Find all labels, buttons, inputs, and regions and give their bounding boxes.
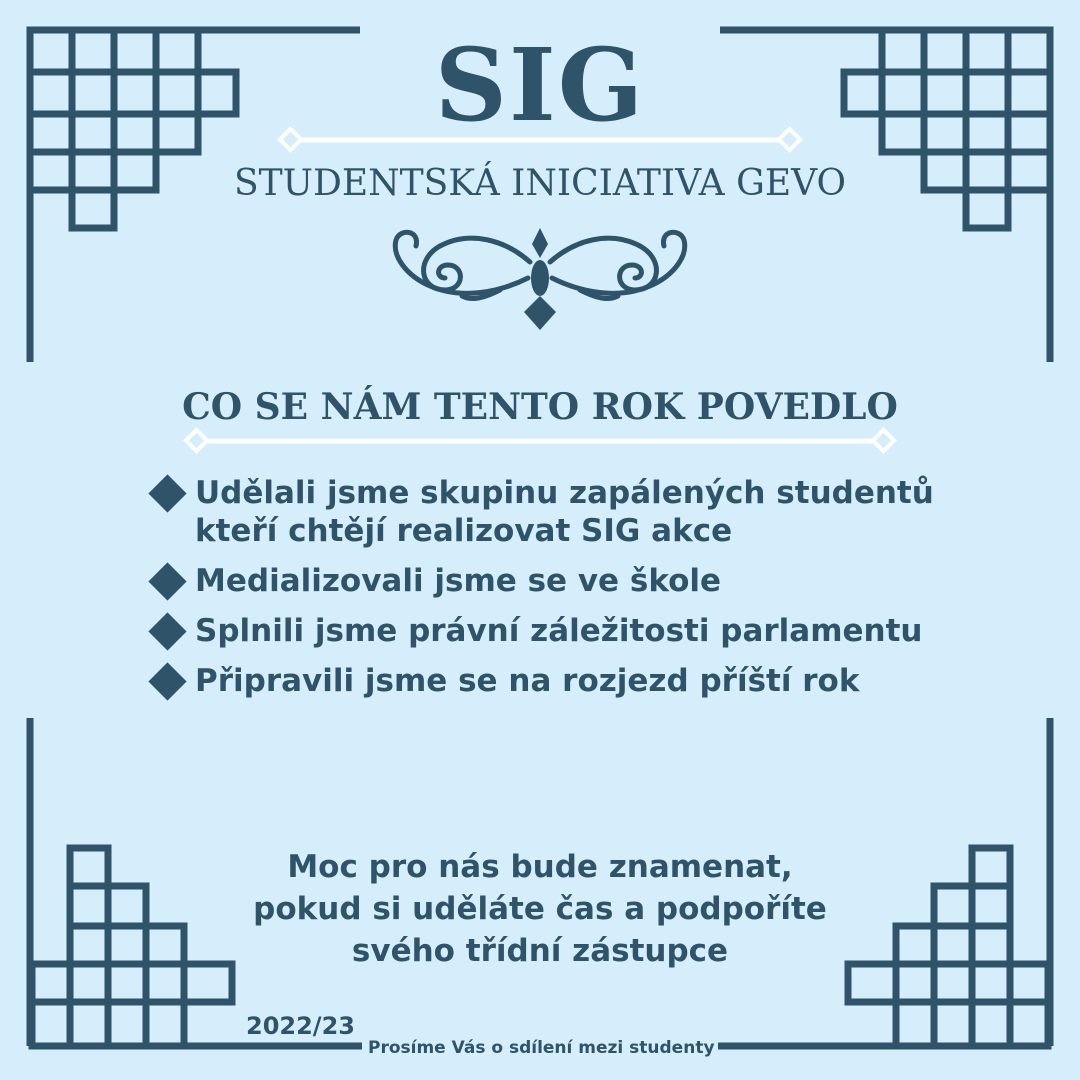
share-note: Prosíme Vás o sdílení mezi studenty xyxy=(368,1038,715,1058)
diamond-bullet-icon xyxy=(145,474,195,512)
achievement-text: Splnili jsme právní záležitosti parlamentu xyxy=(195,613,923,649)
list-item xyxy=(145,612,945,650)
list-item xyxy=(145,474,945,550)
closing-message: Moc pro nás bude znamenat, pokud si uděláte čas a podpoříte svého třídní zástupce xyxy=(253,849,827,969)
section-divider xyxy=(186,430,894,451)
diamond-bullet-icon xyxy=(145,662,195,700)
achievement-text: Medializovali jsme se ve škole xyxy=(195,563,722,599)
achievement-text: Připravili jsme se na rozjezd příští rok xyxy=(195,663,860,699)
achievement-text: Udělali jsme skupinu zapálených studentů kteří chtějí realizovat SIG akce xyxy=(195,475,934,549)
achievements-list xyxy=(145,474,945,712)
title: SIG xyxy=(434,26,646,144)
section-heading: CO SE NÁM TENTO ROK POVEDLO xyxy=(182,386,898,428)
list-item xyxy=(145,562,945,600)
flourish-ornament-icon xyxy=(395,228,684,330)
diamond-bullet-icon xyxy=(145,562,195,600)
diamond-bullet-icon xyxy=(145,612,195,650)
list-item xyxy=(145,662,945,700)
subtitle: STUDENTSKÁ INICIATIVA GEVO xyxy=(233,163,847,204)
year-label: 2022/23 xyxy=(246,1012,355,1040)
